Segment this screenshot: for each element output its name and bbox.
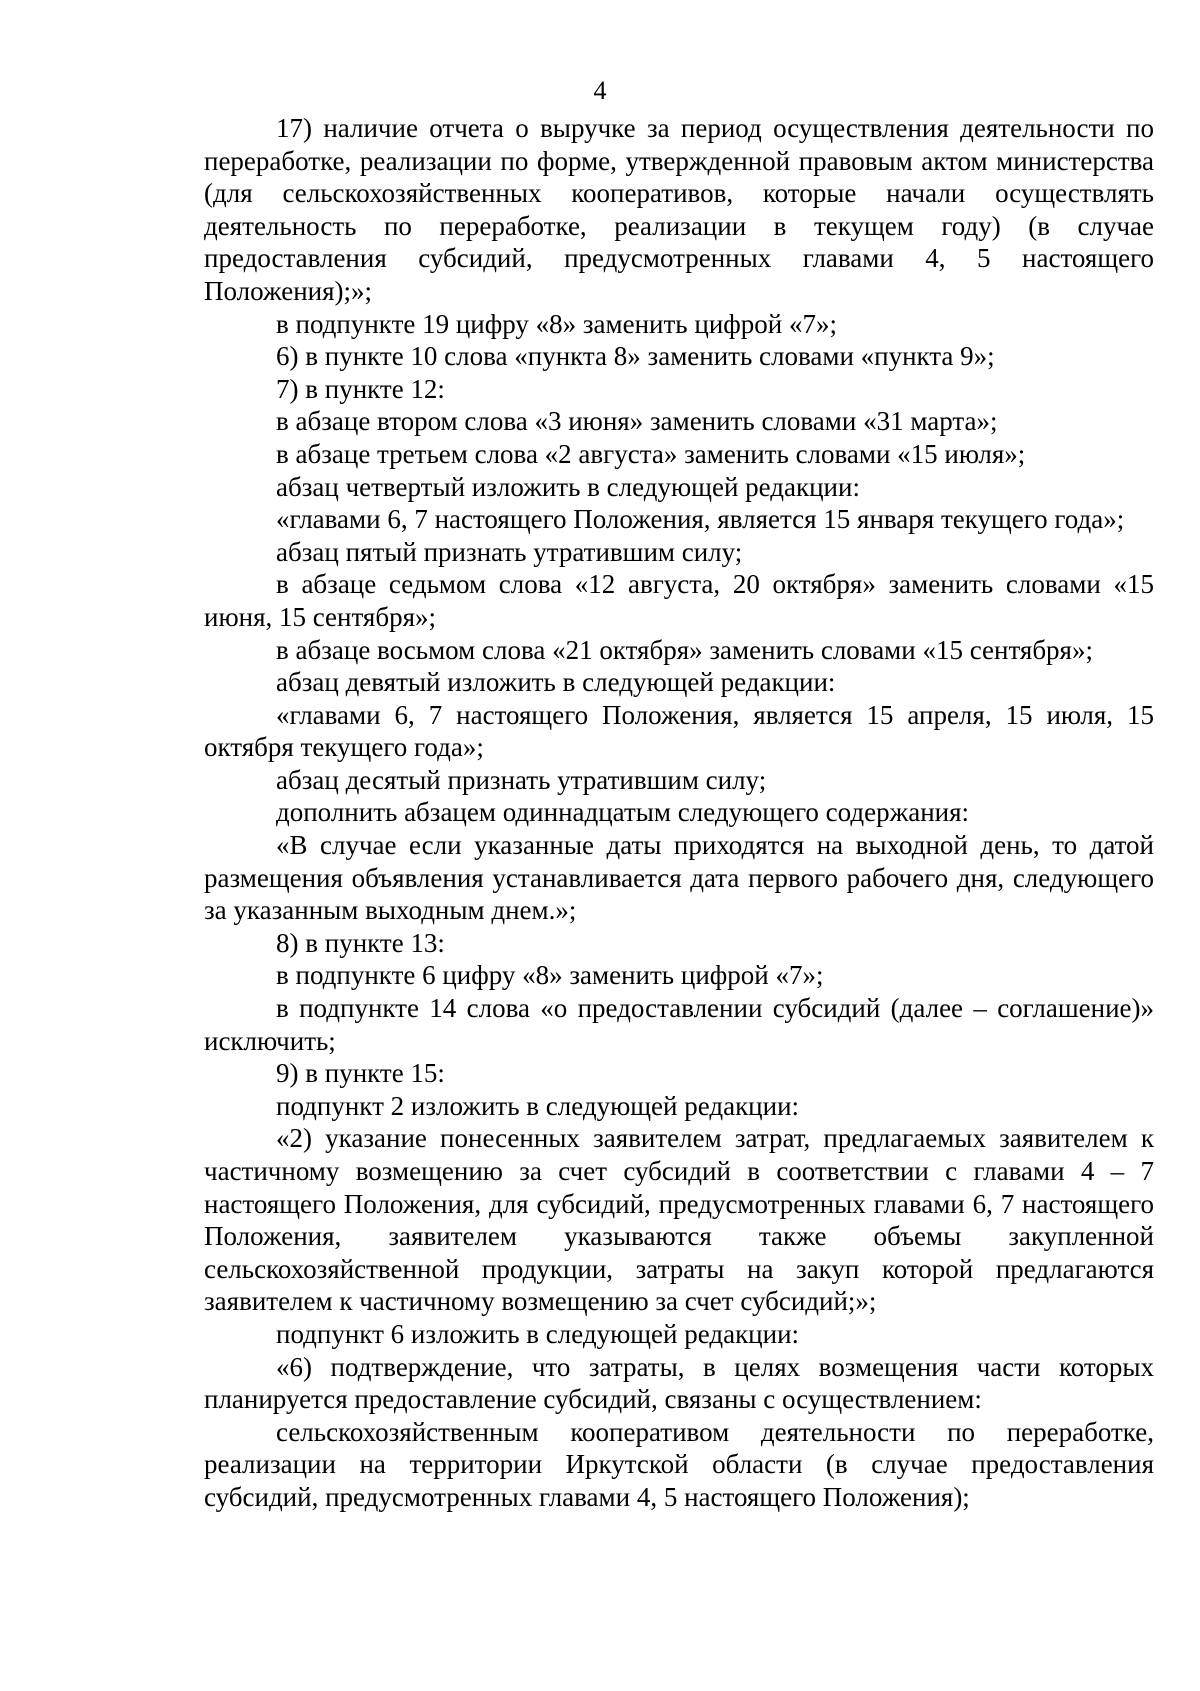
paragraph-subitem-14: в подпункте 14 слова «о предоставлении субсидий (далее – соглашение)» исключить; <box>204 993 1154 1056</box>
paragraph-abzac-9: абзац девятый изложить в следующей редакции: <box>276 667 836 698</box>
paragraph-item-8: 8) в пункте 13: <box>276 927 445 958</box>
paragraph-abzac-9-text: «главами 6, 7 настоящего Положения, является 15 апреля, 15 июля, 15 октября текущего года»; <box>204 699 1154 763</box>
paragraph-abzac-4: абзац четвертый изложить в следующей редакции: <box>276 471 860 502</box>
paragraph-abzac-4-text: «главами 6, 7 настоящего Положения, является 15 января текущего года»; <box>276 504 1125 535</box>
document-body <box>204 112 1154 1514</box>
paragraph-subitem-2: подпункт 2 изложить в следующей редакции: <box>276 1090 800 1121</box>
paragraph-abzac-10: абзац десятый признать утратившим силу; <box>276 764 767 795</box>
paragraph-subitem-19: в подпункте 19 цифру «8» заменить цифрой «7»; <box>276 308 837 339</box>
page-number: 4 <box>593 76 607 105</box>
paragraph-item-6: 6) в пункте 10 слова «пункта 8» заменить словами «пункта 9»; <box>276 341 995 372</box>
paragraph-subitem-6-header: подпункт 6 изложить в следующей редакции: <box>276 1318 800 1349</box>
paragraph-abzac-2: в абзаце втором слова «3 июня» заменить словами «31 марта»; <box>276 406 998 437</box>
paragraph-item-9: 9) в пункте 15: <box>276 1058 445 1089</box>
paragraph-subitem-6: в подпункте 6 цифру «8» заменить цифрой «7»; <box>276 960 824 991</box>
paragraph-subitem-6-cooperative: сельскохозяйственным кооперативом деятельности по переработке, реализации на территории Иркутской области (в случае предоставления субсидий, предусмотренных главами 4, 5 настоящего Положения); <box>204 1416 1154 1512</box>
paragraph-abzac-7: в абзаце седьмом слова «12 августа, 20 октября» заменить словами «15 июня, 15 сентября»; <box>204 569 1154 632</box>
paragraph-abzac-11-text: «В случае если указанные даты приходятся на выходной день, то датой размещения объявления устанавливается дата первого рабочего дня, следующего за указанным выходным днем.»; <box>204 830 1154 926</box>
paragraph-abzac-3: в абзаце третьем слова «2 августа» заменить словами «15 июля»; <box>276 438 1026 469</box>
paragraph-abzac-5: абзац пятый признать утратившим силу; <box>276 536 743 567</box>
paragraph-subitem-6-text: «6) подтверждение, что затраты, в целях возмещения части которых планируется предоставление субсидий, связаны с осуществлением: <box>204 1351 1154 1415</box>
paragraph-abzac-11: дополнить абзацем одиннадцатым следующего содержания: <box>276 797 970 828</box>
paragraph-item-17: 17) наличие отчета о выручке за период осуществления деятельности по переработке, реализации по форме, утвержденной правовым актом министерства (для сельскохозяйственных кооперативов, которые начали осуществлять деятельность по переработке, реализации в текущем году) (в случае предоставления субсидий, предусмотренных главами 4, 5 настоящего Положения);»; <box>204 113 1154 306</box>
paragraph-abzac-8: в абзаце восьмом слова «21 октября» заменить словами «15 сентября»; <box>276 634 1093 665</box>
paragraph-subitem-2-text: «2) указание понесенных заявителем затрат, предлагаемых заявителем к частичному возмещению за счет субсидий в соответствии с главами 4 – 7 настоящего Положения, для субсидий, предусмотренных главами 6, 7 настоящего Положения, заявителем указываются также объемы закупленной сельскохозяйственной продукции, затраты на закуп которой предлагаются заявителем к частичному возмещению за счет субсидий;»; <box>204 1123 1154 1317</box>
paragraph-item-7: 7) в пункте 12: <box>276 373 445 404</box>
